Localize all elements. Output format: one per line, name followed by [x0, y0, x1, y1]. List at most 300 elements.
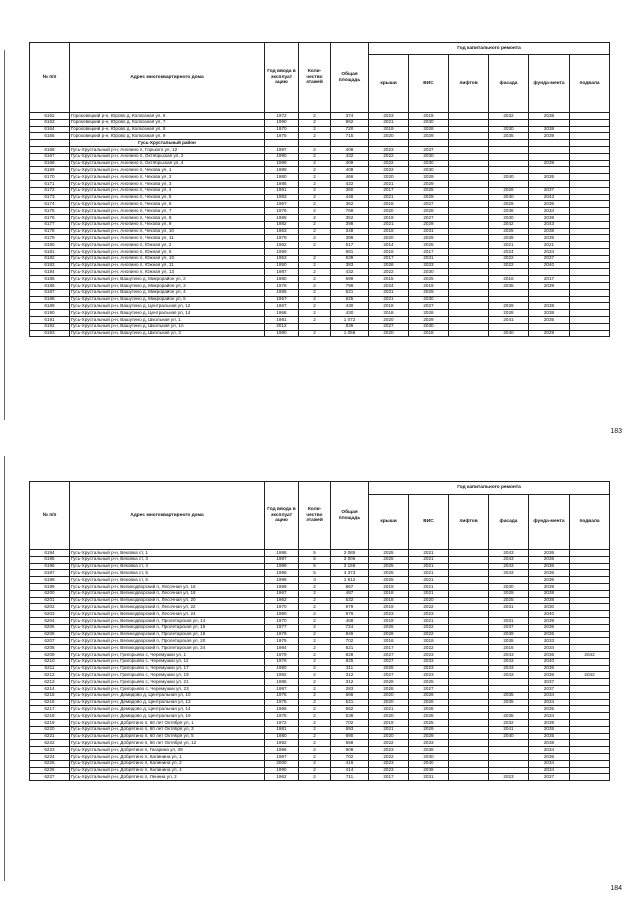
row-basement-year	[570, 679, 610, 686]
row-floors: 5	[299, 570, 331, 577]
row-area: 867	[331, 583, 369, 590]
row-area: 430	[331, 310, 369, 317]
row-elevator-year	[449, 692, 489, 699]
row-elevator-year	[449, 126, 489, 133]
row-number: 6173	[30, 194, 70, 201]
row-basement-year	[570, 323, 610, 330]
row-area: 360	[331, 187, 369, 194]
row-number: 6197	[30, 570, 70, 577]
row-vis-year: 2028	[409, 126, 449, 133]
row-floors: 2	[299, 583, 331, 590]
row-vis-year: 2022	[409, 604, 449, 611]
row-basement-year	[570, 296, 610, 303]
row-area: 828	[331, 651, 369, 658]
row-floors: 2	[299, 160, 331, 167]
row-number: 6218	[30, 713, 70, 720]
row-year: 1981	[265, 316, 299, 323]
row-vis-year: 2031	[409, 228, 449, 235]
row-elevator-year	[449, 570, 489, 577]
row-area: 409	[331, 160, 369, 167]
row-basement-year	[570, 604, 610, 611]
row-vis-year: 2019	[409, 113, 449, 120]
row-year: 1986	[265, 550, 299, 557]
row-address: Гусь-Хрустальный р-н, Добрятино п, 60 лет Октября ул, 1	[70, 719, 265, 726]
row-year: 1970	[265, 617, 299, 624]
table-row	[30, 617, 610, 624]
row-roof-year: 2017	[369, 255, 409, 262]
row-number: 6162	[30, 113, 70, 120]
row-facade-year: 2042	[489, 221, 529, 228]
row-area: 352	[331, 214, 369, 221]
row-basement-year	[570, 570, 610, 577]
row-number: 6217	[30, 706, 70, 713]
row-vis-year: 2021	[409, 563, 449, 570]
row-facade-year: 2022	[489, 255, 529, 262]
row-elevator-year	[449, 638, 489, 645]
table-row	[30, 174, 610, 181]
row-basement-year	[570, 167, 610, 174]
row-basement-year	[570, 201, 610, 208]
table-row	[30, 276, 610, 283]
header-repair-group: Год капитального ремонта	[369, 482, 610, 495]
row-address: Гусь-Хрустальный р-н, Добрятино п, Калинина ул, 4	[70, 767, 265, 774]
row-facade-year: 2041	[489, 316, 529, 323]
row-roof-year: 2018	[369, 201, 409, 208]
row-roof-year: 2025	[369, 563, 409, 570]
row-area: 4 373	[331, 570, 369, 577]
row-basement-year	[570, 242, 610, 249]
row-floors: 2	[299, 282, 331, 289]
row-basement-year	[570, 221, 610, 228]
row-number: 6166	[30, 146, 70, 153]
row-vis-year: 2025	[409, 276, 449, 283]
row-elevator-year	[449, 310, 489, 317]
row-floors: 2	[299, 760, 331, 767]
row-address: Гусь-Хрустальный р-н, Анопино п, Чехова ул, 2	[70, 174, 265, 181]
row-foundation-year: 2038	[529, 740, 570, 747]
row-floors: 2	[299, 685, 331, 692]
row-floors: 2	[299, 214, 331, 221]
row-address: Гусь-Хрустальный р-н, Григорьево с, Черемушки ул, 1	[70, 651, 265, 658]
row-area: 825	[331, 658, 369, 665]
row-year: 1976	[265, 208, 299, 215]
table-row	[30, 760, 610, 767]
row-area: 398	[331, 235, 369, 242]
row-facade-year	[489, 167, 529, 174]
row-floors: 2	[299, 672, 331, 679]
row-vis-year: 2025	[409, 187, 449, 194]
row-area: 621	[331, 645, 369, 652]
row-year: 1985	[265, 679, 299, 686]
row-foundation-year: 2034	[529, 747, 570, 754]
row-area: 836	[331, 323, 369, 330]
row-facade-year: 2040	[489, 194, 529, 201]
table-row	[30, 611, 610, 618]
row-floors: 2	[299, 167, 331, 174]
row-area: 658	[331, 740, 369, 747]
row-foundation-year: 2030	[529, 604, 570, 611]
table-row	[30, 679, 610, 686]
row-address: Гороховецкий р-н, Юрово д, Колхозная ул, 6	[70, 113, 265, 120]
row-facade-year: 2030	[489, 214, 529, 221]
row-roof-year: 2018	[369, 590, 409, 597]
row-address: Гусь-Хрустальный р-н, Великодворский п, Пролетарская ул, 14	[70, 617, 265, 624]
row-vis-year: 2017	[409, 248, 449, 255]
row-facade-year: 2035	[489, 692, 529, 699]
row-area: 724	[331, 624, 369, 631]
row-roof-year: 2022	[369, 740, 409, 747]
row-elevator-year	[449, 679, 489, 686]
row-foundation-year: 2038	[529, 590, 570, 597]
row-roof-year: 2020	[369, 330, 409, 337]
row-year: 1975	[265, 713, 299, 720]
row-foundation-year: 2038	[529, 126, 570, 133]
row-elevator-year	[449, 119, 489, 126]
row-floors: 2	[299, 146, 331, 153]
row-foundation-year	[529, 119, 570, 126]
row-area: 414	[331, 767, 369, 774]
row-number: 6171	[30, 180, 70, 187]
row-elevator-year	[449, 726, 489, 733]
row-number: 6192	[30, 323, 70, 330]
row-address: Гусь-Хрустальный р-н, Добрятино п, Калинина ул, 2	[70, 760, 265, 767]
row-vis-year: 2030	[409, 323, 449, 330]
table-row	[30, 624, 610, 631]
row-floors: 2	[299, 201, 331, 208]
row-elevator-year	[449, 719, 489, 726]
row-roof-year: 2023	[369, 113, 409, 120]
row-floors: 2	[299, 235, 331, 242]
row-area: 430	[331, 303, 369, 310]
row-number: 6227	[30, 774, 70, 781]
row-elevator-year	[449, 665, 489, 672]
row-elevator-year	[449, 590, 489, 597]
table-row	[30, 208, 610, 215]
row-basement-year	[570, 276, 610, 283]
header-floors: Коли-чество этажей	[299, 482, 331, 550]
row-vis-year: 2033	[409, 658, 449, 665]
table-row	[30, 316, 610, 323]
row-foundation-year: 2040	[529, 658, 570, 665]
row-foundation-year: 2039	[529, 719, 570, 726]
row-elevator-year	[449, 713, 489, 720]
row-year: 1987	[265, 685, 299, 692]
row-elevator-year	[449, 753, 489, 760]
row-area: 552	[331, 706, 369, 713]
row-address: Гусь-Хрустальный р-н, Анопино п, Южная ул, 6	[70, 248, 265, 255]
table-row	[30, 262, 610, 269]
row-basement-year	[570, 719, 610, 726]
table-row	[30, 187, 610, 194]
row-foundation-year: 2036	[529, 651, 570, 658]
document-page-184	[0, 448, 640, 905]
row-floors: 2	[299, 590, 331, 597]
row-elevator-year	[449, 733, 489, 740]
header-roof: крыши	[369, 495, 409, 550]
header-elevators: лифтов	[449, 495, 489, 550]
row-roof-year: 2021	[369, 289, 409, 296]
table-row	[30, 747, 610, 754]
row-basement-year	[570, 645, 610, 652]
row-floors: 2	[299, 706, 331, 713]
row-elevator-year	[449, 330, 489, 337]
row-vis-year: 2037	[409, 146, 449, 153]
row-year: 1990	[265, 767, 299, 774]
row-floors: 2	[299, 276, 331, 283]
row-elevator-year	[449, 201, 489, 208]
row-vis-year: 2033	[409, 740, 449, 747]
row-facade-year: 2032	[489, 113, 529, 120]
row-roof-year: 2027	[369, 323, 409, 330]
row-elevator-year	[449, 228, 489, 235]
row-vis-year: 2023	[409, 611, 449, 618]
row-basement-year	[570, 617, 610, 624]
row-address: Гусь-Хрустальный р-н, Анопино п, Чехова ул, 5	[70, 194, 265, 201]
row-area: 312	[331, 672, 369, 679]
empty-cell	[409, 140, 449, 147]
row-area: 846	[331, 631, 369, 638]
row-foundation-year: 2036	[529, 577, 570, 584]
row-number: 6221	[30, 733, 70, 740]
row-facade-year: 2043	[489, 550, 529, 557]
row-basement-year	[570, 235, 610, 242]
row-elevator-year	[449, 303, 489, 310]
row-vis-year: 2026	[409, 310, 449, 317]
row-area: 702	[331, 753, 369, 760]
row-vis-year: 2021	[409, 583, 449, 590]
row-facade-year: 2022	[489, 262, 529, 269]
row-elevator-year	[449, 645, 489, 652]
row-roof-year: 2027	[369, 672, 409, 679]
row-facade-year	[489, 323, 529, 330]
row-roof-year: 2026	[369, 665, 409, 672]
row-elevator-year	[449, 597, 489, 604]
row-roof-year: 2026	[369, 631, 409, 638]
row-floors: 2	[299, 208, 331, 215]
row-year: 1990	[265, 153, 299, 160]
row-basement-year	[570, 577, 610, 584]
row-address: Гусь-Хрустальный р-н, Вашутино д, Микрорайон ул, 3	[70, 282, 265, 289]
row-basement-year	[570, 214, 610, 221]
row-foundation-year	[529, 146, 570, 153]
row-basement-year	[570, 330, 610, 337]
row-number: 6201	[30, 597, 70, 604]
row-facade-year	[489, 269, 529, 276]
table-row	[30, 194, 610, 201]
row-basement-year	[570, 133, 610, 140]
header-area: Общая площадь	[331, 482, 369, 550]
row-number: 6209	[30, 651, 70, 658]
row-year: 1976	[265, 658, 299, 665]
row-number	[30, 140, 70, 147]
row-foundation-year: 2034	[529, 692, 570, 699]
row-foundation-year: 2035	[529, 706, 570, 713]
row-number: 6198	[30, 577, 70, 584]
row-basement-year	[570, 289, 610, 296]
row-year: 1996	[265, 747, 299, 754]
row-area: 398	[331, 221, 369, 228]
row-basement-year	[570, 556, 610, 563]
row-foundation-year	[529, 289, 570, 296]
header-elevators: лифтов	[449, 55, 489, 113]
row-floors: 2	[299, 330, 331, 337]
row-address: Гусь-Хрустальный р-н, Вашутино д, Школьная ул, 3	[70, 330, 265, 337]
row-facade-year: 2025	[489, 228, 529, 235]
row-year: 1961	[265, 187, 299, 194]
row-year: 1953	[265, 255, 299, 262]
row-basement-year	[570, 692, 610, 699]
row-year: 1968	[265, 583, 299, 590]
row-number: 6219	[30, 719, 70, 726]
row-vis-year: 2027	[409, 214, 449, 221]
table-row	[30, 685, 610, 692]
row-facade-year: 2016	[489, 645, 529, 652]
row-facade-year: 2032	[489, 719, 529, 726]
row-foundation-year: 2039	[529, 583, 570, 590]
table-row	[30, 167, 610, 174]
row-year: 1965	[265, 706, 299, 713]
table-row	[30, 597, 610, 604]
table-row	[30, 282, 610, 289]
row-vis-year: 2030	[409, 160, 449, 167]
row-year: 1962	[265, 774, 299, 781]
row-basement-year	[570, 699, 610, 706]
row-floors: 2	[299, 740, 331, 747]
row-basement-year	[570, 282, 610, 289]
row-year: 1990	[265, 119, 299, 126]
row-elevator-year	[449, 658, 489, 665]
row-area: 979	[331, 604, 369, 611]
district-heading: Гусь-Хрустальный район	[70, 140, 265, 147]
row-floors: 2	[299, 303, 331, 310]
row-year: 1982	[265, 221, 299, 228]
row-vis-year: 2029	[409, 235, 449, 242]
row-floors: 2	[299, 617, 331, 624]
row-facade-year: 2043	[489, 651, 529, 658]
row-number: 6191	[30, 316, 70, 323]
row-year: 1950	[265, 262, 299, 269]
row-elevator-year	[449, 180, 489, 187]
district-row	[30, 140, 610, 147]
row-foundation-year	[529, 180, 570, 187]
row-address: Гусь-Хрустальный р-н, Великодворский п, Пролетарская ул, 24	[70, 645, 265, 652]
row-floors: 2	[299, 269, 331, 276]
row-number: 6180	[30, 242, 70, 249]
row-roof-year: 2023	[369, 767, 409, 774]
row-area: 408	[331, 146, 369, 153]
row-basement-year	[570, 228, 610, 235]
row-address: Гусь-Хрустальный р-н, Анопино п, Чехова ул, 7	[70, 208, 265, 215]
row-number: 6196	[30, 563, 70, 570]
row-year: 1963	[265, 228, 299, 235]
row-foundation-year: 2036	[529, 563, 570, 570]
row-elevator-year	[449, 316, 489, 323]
row-roof-year: 2025	[369, 556, 409, 563]
row-foundation-year: 2034	[529, 699, 570, 706]
row-foundation-year: 2039	[529, 617, 570, 624]
row-roof-year: 2019	[369, 126, 409, 133]
row-roof-year: 2017	[369, 187, 409, 194]
row-foundation-year: 2040	[529, 262, 570, 269]
row-vis-year: 2019	[409, 282, 449, 289]
row-foundation-year: 2037	[529, 774, 570, 781]
row-floors: 2	[299, 153, 331, 160]
row-basement-year	[570, 597, 610, 604]
row-vis-year: 2022	[409, 631, 449, 638]
row-roof-year: 2020	[369, 316, 409, 323]
row-foundation-year	[529, 153, 570, 160]
row-number: 6183	[30, 262, 70, 269]
row-address: Гусь-Хрустальный р-н, Анопино п, Октябрьская ул, 4	[70, 160, 265, 167]
row-roof-year: 2022	[369, 167, 409, 174]
row-address: Гусь-Хрустальный р-н, Григорьево с, Черемушки ул, 21	[70, 679, 265, 686]
row-year: 1975	[265, 133, 299, 140]
row-address: Гороховецкий р-н, Юрово д, Колхозная ул, 8	[70, 126, 265, 133]
row-foundation-year: 2043	[529, 194, 570, 201]
row-year: 1989	[265, 167, 299, 174]
row-basement-year	[570, 303, 610, 310]
row-vis-year: 2040	[409, 760, 449, 767]
repair-schedule-table	[29, 42, 610, 337]
row-number: 6226	[30, 767, 70, 774]
row-floors: 2	[299, 262, 331, 269]
row-basement-year: 2042	[570, 651, 610, 658]
empty-cell	[265, 140, 299, 147]
row-vis-year: 2029	[409, 733, 449, 740]
row-area: 311	[331, 665, 369, 672]
row-roof-year: 2018	[369, 310, 409, 317]
row-foundation-year: 2036	[529, 624, 570, 631]
row-roof-year: 2020	[369, 692, 409, 699]
row-basement-year	[570, 733, 610, 740]
row-year: 1992	[265, 740, 299, 747]
row-elevator-year	[449, 651, 489, 658]
row-elevator-year	[449, 706, 489, 713]
row-floors: 2	[299, 658, 331, 665]
row-basement-year	[570, 550, 610, 557]
row-number: 6185	[30, 276, 70, 283]
row-year: 1985	[265, 289, 299, 296]
row-floors: 2	[299, 310, 331, 317]
row-facade-year: 2031	[489, 604, 529, 611]
row-elevator-year	[449, 214, 489, 221]
row-address: Гусь-Хрустальный р-н, Вашутино д, Центральная ул, 14	[70, 310, 265, 317]
row-floors: 2	[299, 719, 331, 726]
row-roof-year: 2025	[369, 550, 409, 557]
row-elevator-year	[449, 767, 489, 774]
row-basement-year	[570, 685, 610, 692]
row-area: 283	[331, 685, 369, 692]
header-area: Общая площадь	[331, 43, 369, 113]
row-address: Гусь-Хрустальный р-н, Вашутино д, Школьная ул, 1А	[70, 323, 265, 330]
row-number: 6176	[30, 214, 70, 221]
row-vis-year: 2029	[409, 726, 449, 733]
row-foundation-year: 2037	[529, 255, 570, 262]
row-roof-year: 2021	[369, 180, 409, 187]
row-basement-year	[570, 113, 610, 120]
row-elevator-year	[449, 617, 489, 624]
row-address: Гусь-Хрустальный р-н, Анопино п, Октябрьская ул, 2	[70, 153, 265, 160]
row-vis-year: 2031	[409, 774, 449, 781]
row-vis-year: 2025	[409, 242, 449, 249]
row-year: 1968	[265, 214, 299, 221]
row-number: 6199	[30, 583, 70, 590]
row-year: 1981	[265, 726, 299, 733]
row-basement-year	[570, 611, 610, 618]
table-row	[30, 577, 610, 584]
table-row	[30, 604, 610, 611]
table-header	[30, 43, 610, 113]
